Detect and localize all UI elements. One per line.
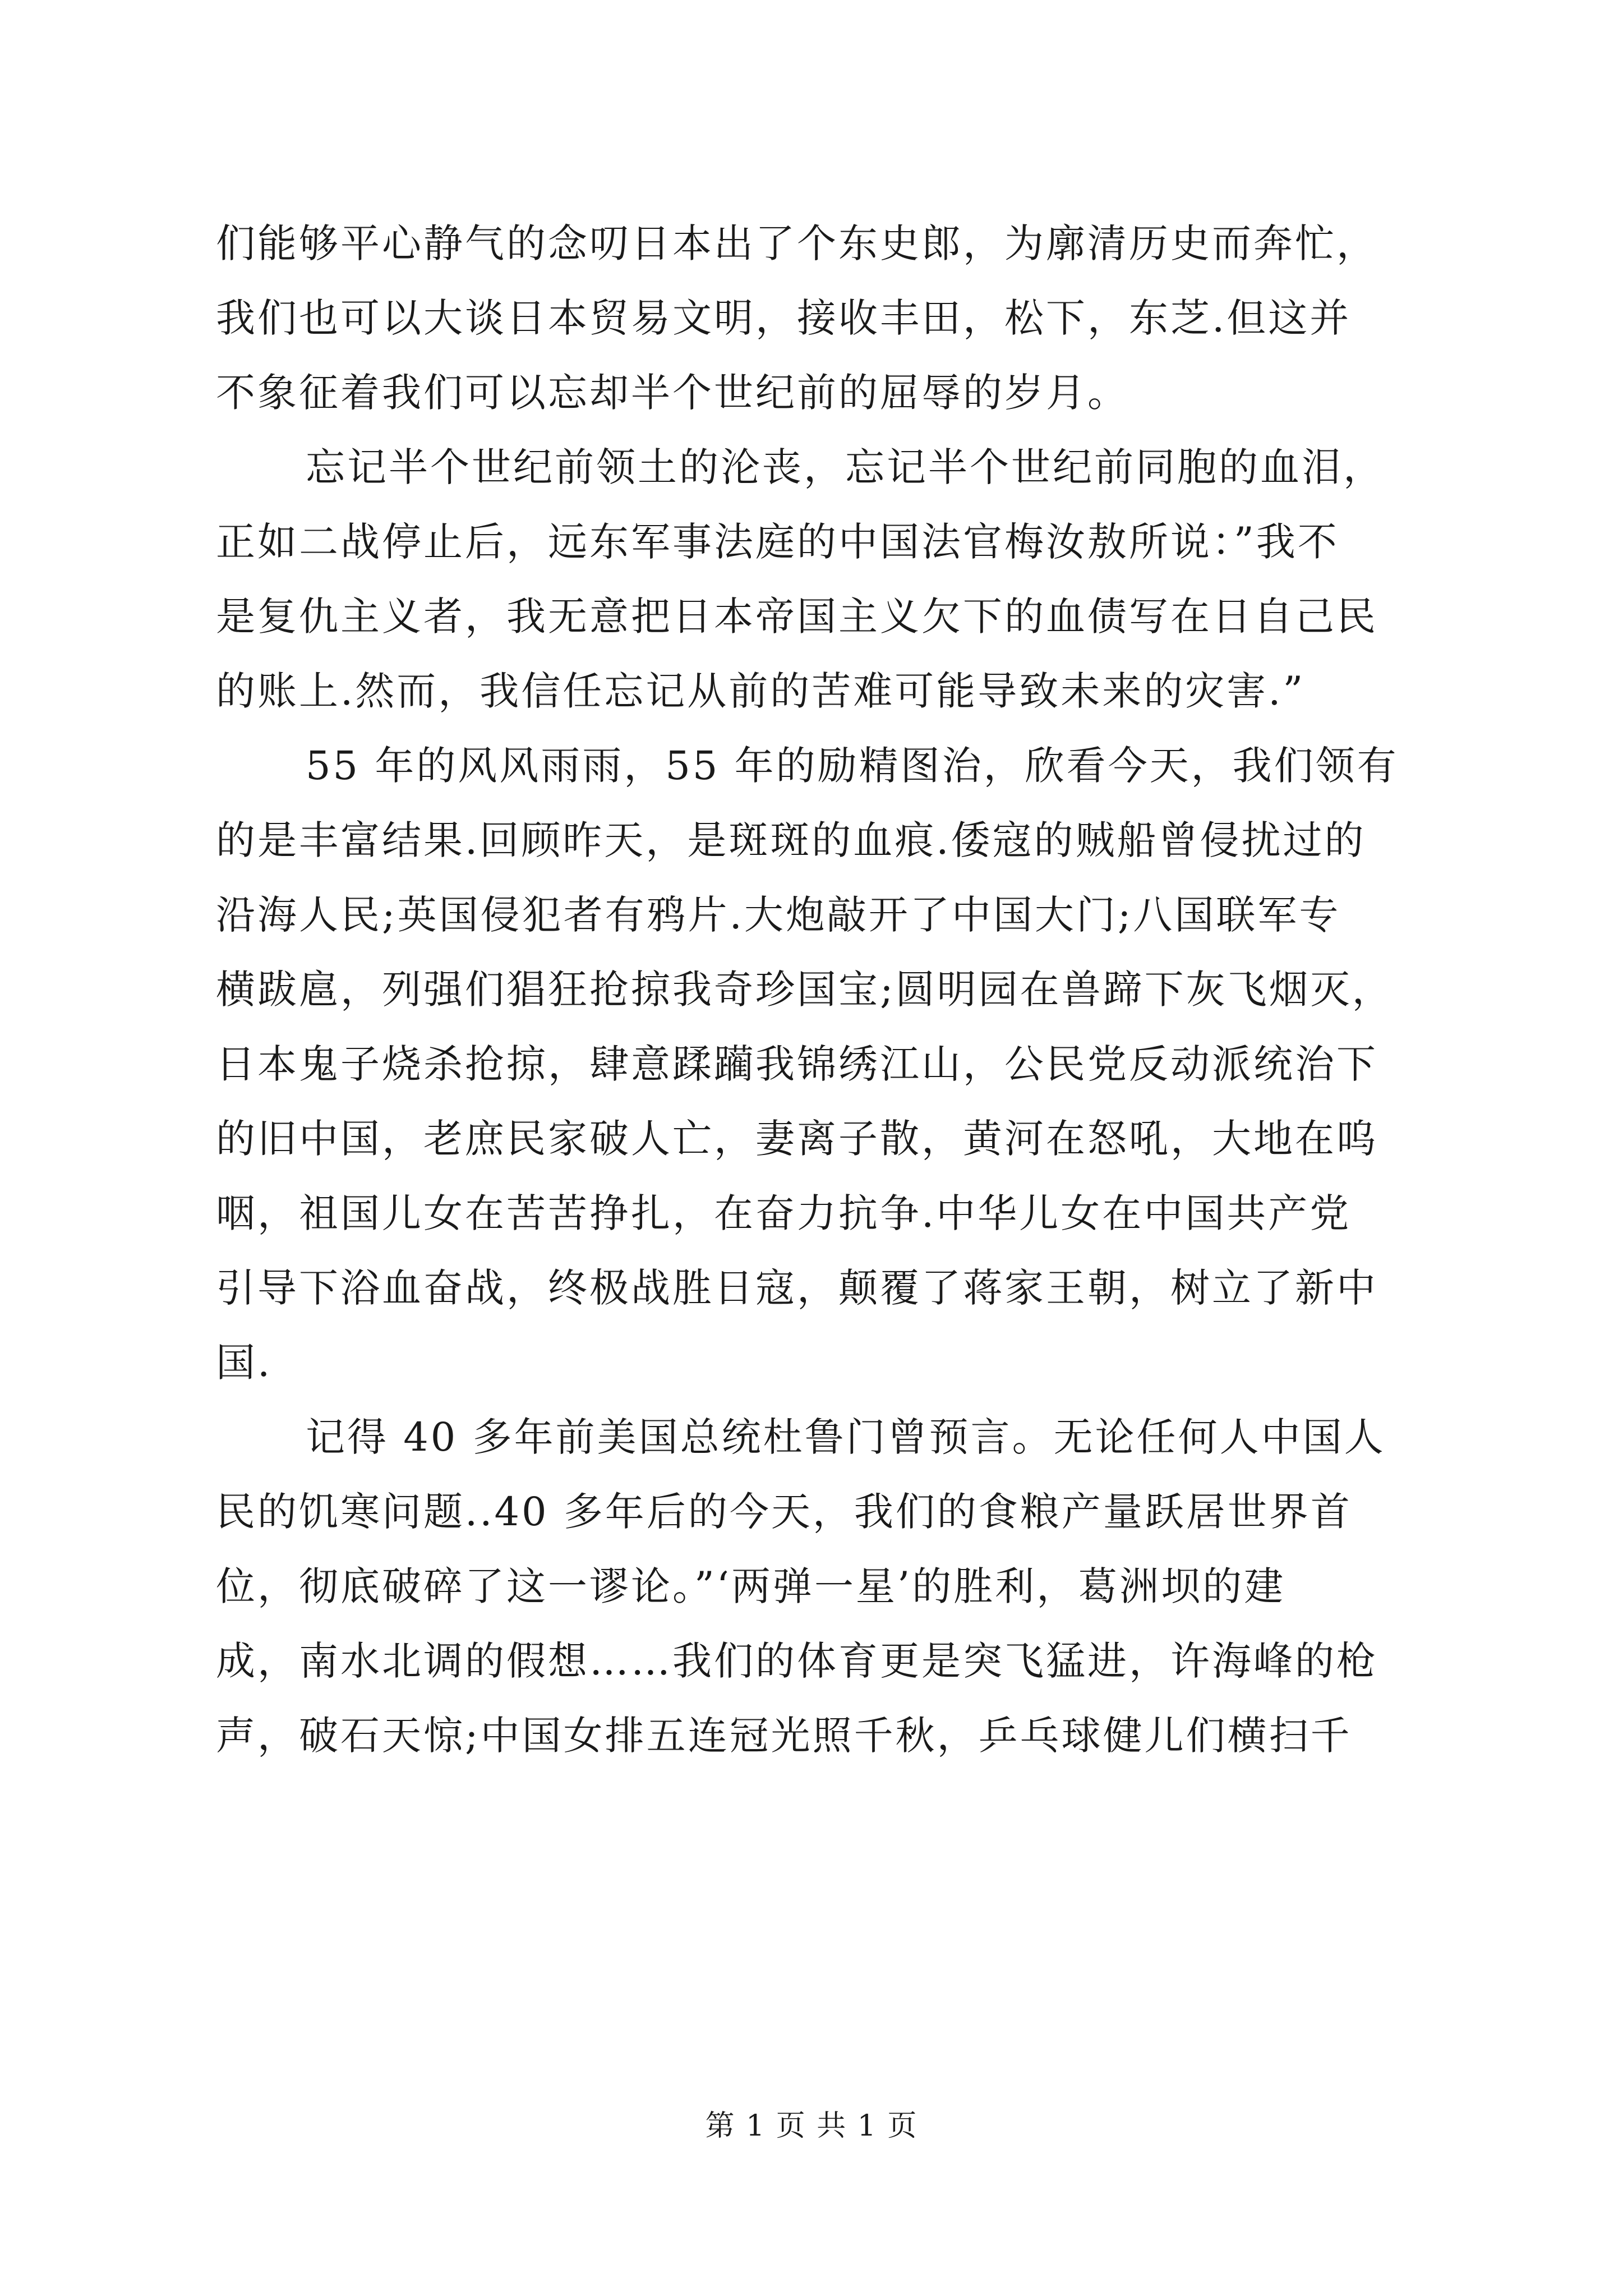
text-line: 记得 40 多年前美国总统杜鲁门曾预言。无论任何人中国人 [306, 1414, 1386, 1460]
text-line: 忘记半个世纪前领土的沦丧，忘记半个世纪前同胞的血泪， [306, 444, 1385, 490]
text-line: 引导下浴血奋战，终极战胜日寇，颠覆了蒋家王朝，树立了新中 [216, 1265, 1378, 1311]
text-line: 不象征着我们可以忘却半个世纪前的屈辱的岁月。 [216, 370, 1129, 416]
document-body [216, 206, 1422, 1773]
text-line: 咽，祖国儿女在苦苦挣扎，在奋力抗争.中华儿女在中国共产党 [216, 1190, 1352, 1236]
text-line: 沿海人民;英国侵犯者有鸦片.大炮敲开了中国大门;八国联军专 [216, 892, 1341, 938]
text-line: 的账上.然而，我信任忘记从前的苦难可能导致未来的灾害.” [216, 668, 1306, 714]
text-line: 我们也可以大谈日本贸易文明，接收丰田，松下，东芝.但这并 [216, 295, 1352, 341]
text-line: 的旧中国，老庶民家破人亡，妻离子散，黄河在怒吼，大地在呜 [216, 1116, 1378, 1162]
text-line: 日本鬼子烧杀抢掠，肆意蹂躏我锦绣江山，公民党反动派统治下 [216, 1041, 1378, 1087]
text-line: 正如二战停止后，远东军事法庭的中国法官梅汝敖所说：”我不 [216, 519, 1339, 565]
text-line: 位，彻底破碎了这一谬论。”‘两弹一星’的胜利，葛洲坝的建 [216, 1563, 1286, 1609]
text-line: 成，南水北调的假想……我们的体育更是突飞猛进，许海峰的枪 [216, 1638, 1378, 1684]
page-footer: 第 1 页 共 1 页 [705, 2109, 918, 2143]
text-line: 声，破石天惊;中国女排五连冠光照千秋，乒乓球健儿们横扫千 [216, 1713, 1352, 1759]
text-line: 民的饥寒问题..40 多年后的今天，我们的食粮产量跃居世界首 [216, 1489, 1352, 1535]
text-line: 国. [216, 1340, 273, 1386]
text-line: 的是丰富结果.回顾昨天，是斑斑的血痕.倭寇的贼船曾侵扰过的 [216, 817, 1366, 863]
text-line: 是复仇主义者，我无意把日本帝国主义欠下的血债写在日自己民 [216, 593, 1378, 639]
text-line: 横跋扈，列强们猖狂抢掠我奇珍国宝;圆明园在兽蹄下灰飞烟灭， [216, 967, 1394, 1013]
text-line: 们能够平心静气的念叨日本出了个东史郎，为廓清历史而奔忙， [216, 220, 1378, 266]
text-line: 55 年的风风雨雨，55 年的励精图治，欣看今天，我们领有 [306, 743, 1399, 789]
